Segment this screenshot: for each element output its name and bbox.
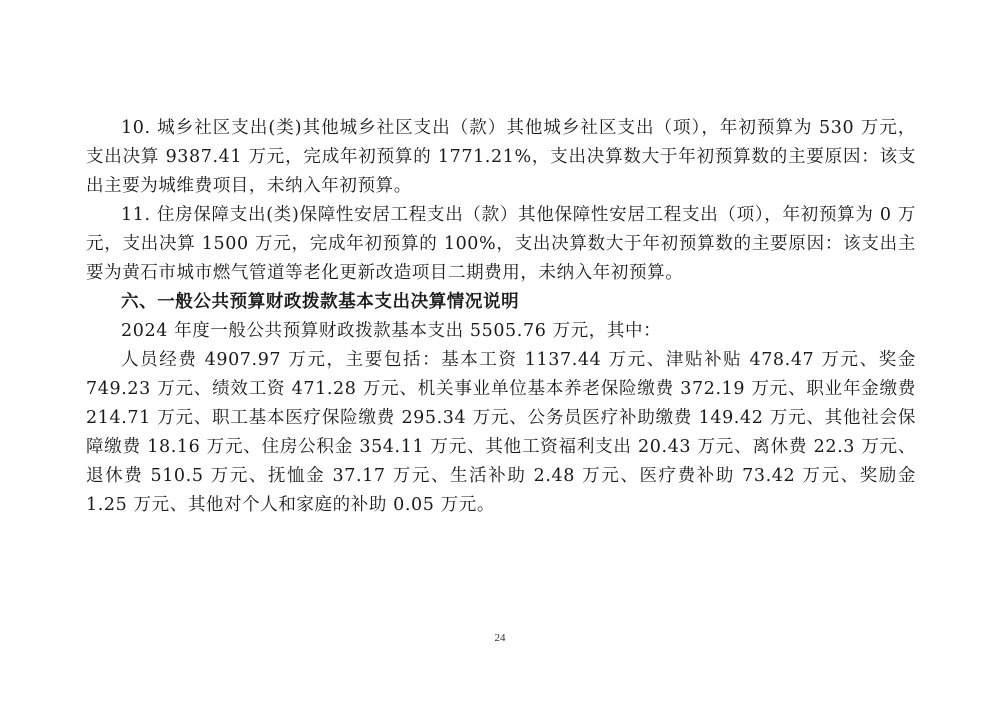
paragraph-item-10: 10. 城乡社区支出(类)其他城乡社区支出（款）其他城乡社区支出（项），年初预算为 530 万元，支出决算 9387.41 万元，完成年初预算的 1771.21%，支出决算数大于年初预算数的主要原因：该支出主要为城维费项目，未纳入年初预算。 bbox=[86, 118, 916, 196]
paragraph-item-11: 11. 住房保障支出(类)保障性安居工程支出（款）其他保障性安居工程支出（项），年初预算为 0 万元，支出决算 1500 万元，完成年初预算的 100%，支出决算数大于年初预算数的主要原因：该支出主要为黄石市城市燃气管道等老化更新改造项目二期费用，未纳入年初预算。 bbox=[86, 205, 916, 283]
summary-paragraph: 2024 年度一般公共预算财政拨款基本支出 5505.76 万元，其中： bbox=[121, 321, 662, 341]
body-text bbox=[86, 114, 916, 520]
detail-paragraph: 人员经费 4907.97 万元，主要包括：基本工资 1137.44 万元、津贴补贴 478.47 万元、奖金 749.23 万元、绩效工资 471.28 万元、机关事业单位基本养老保险缴费 372.19 万元、职业年金缴费 214.71 万元、职工基本医疗保险缴费 295.34 万元、公务员医疗补助缴费 149.42 万元、其他社会保障缴费 18.16 万元、住房公积金 354.11 万元、其他工资福利支出 20.43 万元、离休费 22.3 万元、退休费 510.5 万元、抚恤金 37.17 万元、生活补助 2.48 万元、医疗费补助 73.42 万元、奖励金 1.25 万元、其他对个人和家庭的补助 0.05 万元。 bbox=[86, 350, 916, 515]
section-heading: 六、一般公共预算财政拨款基本支出决算情况说明 bbox=[121, 292, 520, 312]
page-number: 24 bbox=[494, 632, 506, 644]
